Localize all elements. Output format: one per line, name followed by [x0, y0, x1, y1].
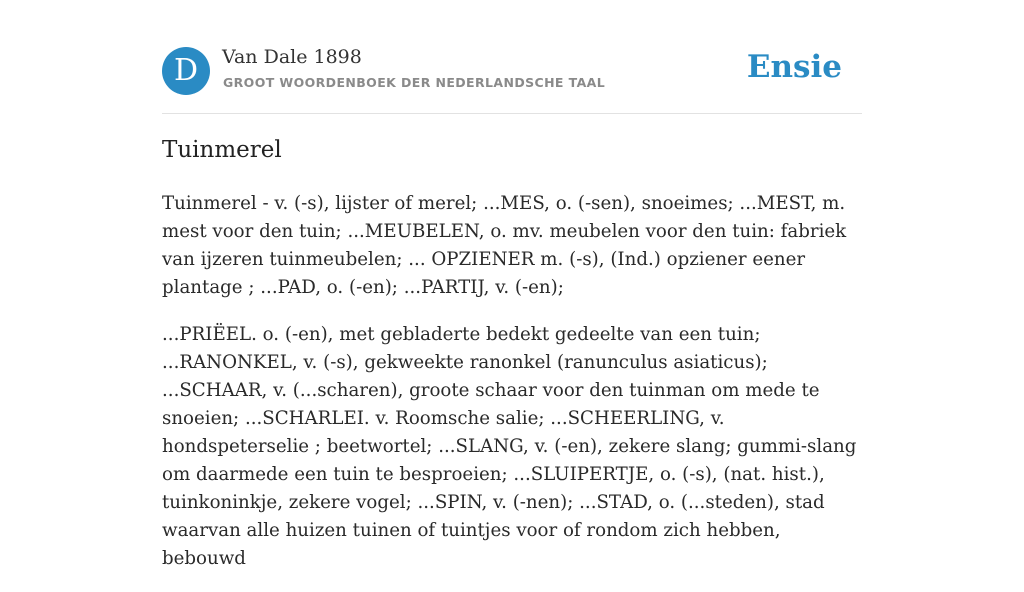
page-title: Tuinmerel	[162, 137, 282, 163]
header-divider	[162, 113, 862, 114]
source-subtitle: GROOT WOORDENBOEK DER NEDERLANDSCHE TAAL	[223, 75, 606, 90]
source-header	[162, 46, 862, 96]
entry-paragraph-2: ...PRIËEL. o. (-en), met gebladerte bedekt gedeelte van een tuin; ...RANONKEL, v. (-s), gekweekte ranonkel (ranunculus asiaticus); ...SCHAAR, v. (...scharen), groote schaar voor den tuinman om mede te snoeien; ...SCHARLEI. v. Roomsche salie; ...SCHEERLING, v. hondspeterselie ; beetwortel; ...SLANG, v. (-en), zekere slang; gummi-slang om daarmede een tuin te besproeien; ...SLUIPERTJE, o. (-s), (nat. hist.), tuinkoninkje, zekere vogel; ...SPIN, v. (-nen); ...STAD, o. (...steden), stad waarvan alle huizen tuinen of tuintjes voor of rondom zich hebben, bebouwd	[162, 324, 857, 569]
dictionary-logo-icon[interactable]: D	[162, 47, 210, 95]
entry-paragraph-1: Tuinmerel - v. (-s), lijster of merel; ...MES, o. (-sen), snoeimes; ...MEST, m. mest voor den tuin; ...MEUBELEN, o. mv. meubelen voor den tuin: fabriek van ijzeren tuinmeubelen; ... OPZIENER m. (-s), (Ind.) opziener eener plantage ; ...PAD, o. (-en); ...PARTIJ, v. (-en);	[162, 193, 847, 298]
ensie-logo[interactable]: Ensie	[746, 49, 842, 85]
entry-body	[162, 190, 862, 592]
source-title[interactable]: Van Dale 1898	[222, 46, 362, 68]
